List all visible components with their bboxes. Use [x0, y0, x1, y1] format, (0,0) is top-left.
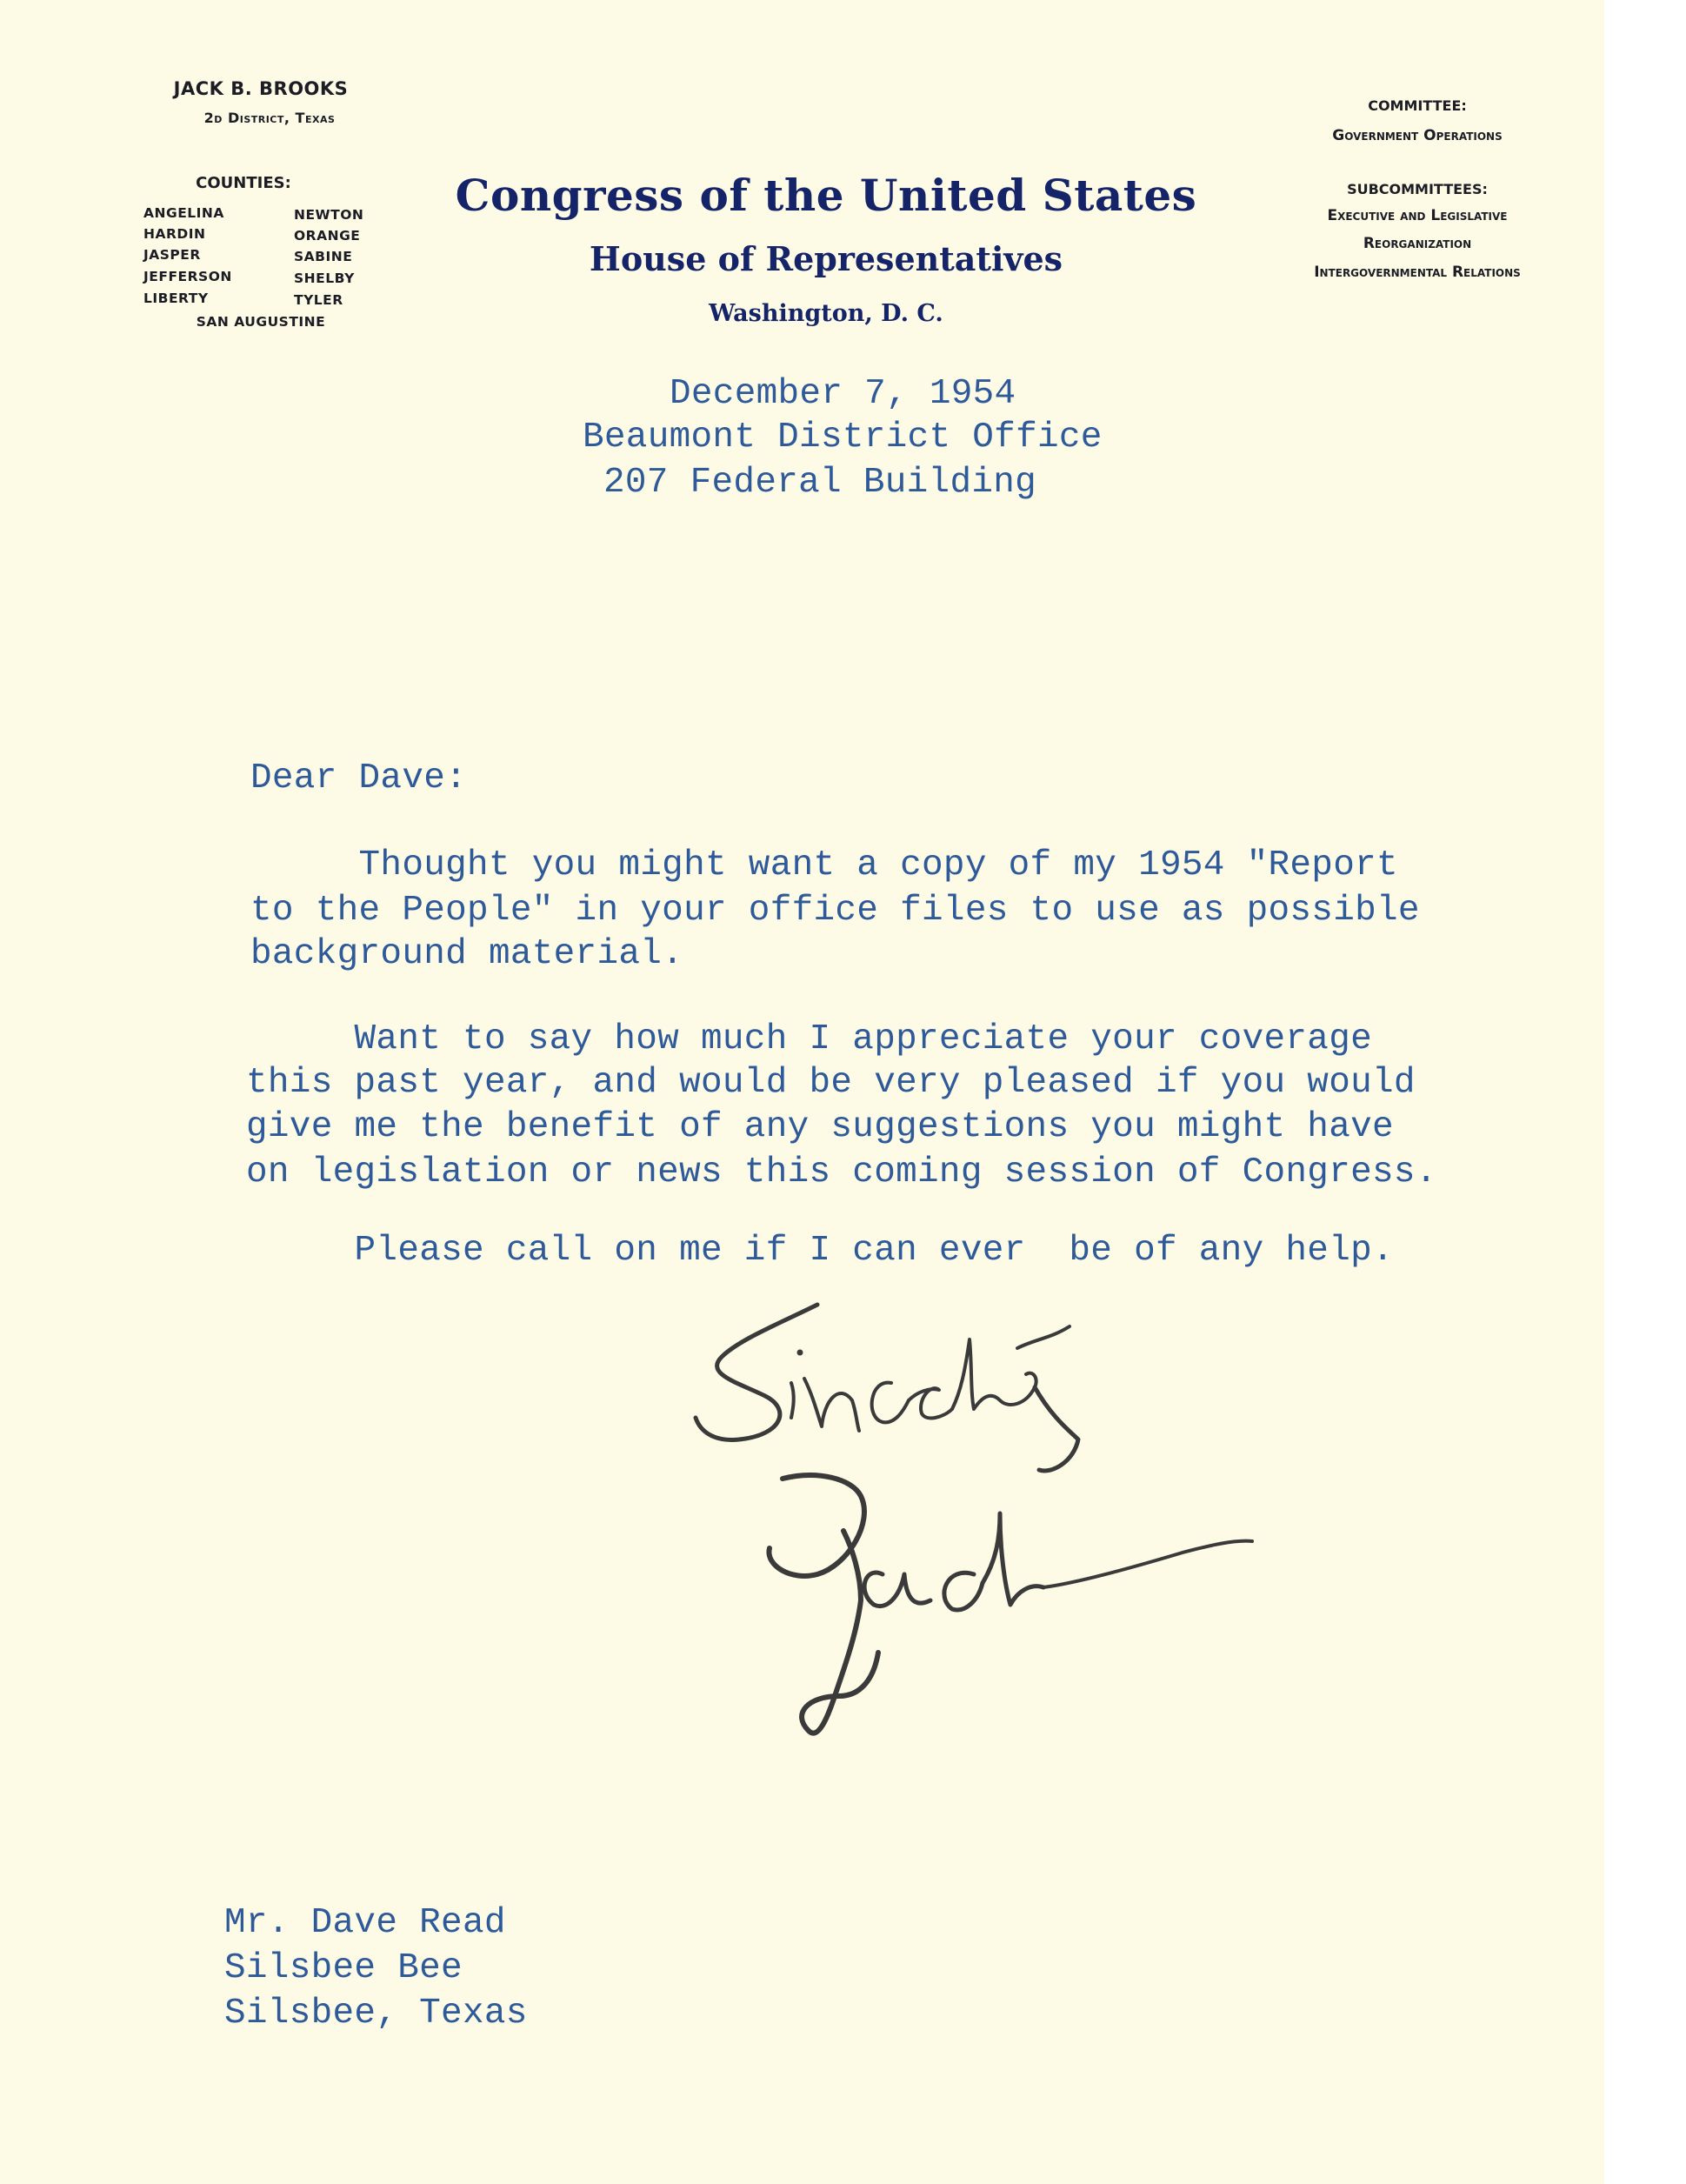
- recipient-line: Mr. Dave Read: [224, 1903, 506, 1943]
- subcommittee-item: Executive and Legislative: [1327, 207, 1508, 224]
- subcommittees-label: SUBCOMMITTEES:: [1347, 181, 1488, 197]
- county: SAN AUGUSTINE: [196, 314, 326, 330]
- body-line: on legislation or news this coming session of Congress.: [246, 1152, 1437, 1192]
- body-line: background material.: [250, 934, 684, 974]
- letterhead-title: Congress of the United States: [455, 170, 1197, 221]
- county: JEFFERSON: [143, 269, 232, 284]
- county: SABINE: [294, 249, 353, 264]
- counties-label: COUNTIES:: [196, 174, 291, 192]
- letterhead-subtitle: House of Representatives: [589, 239, 1063, 278]
- county: LIBERTY: [143, 291, 209, 306]
- body-line: to the People" in your office files to use as possible: [250, 891, 1420, 931]
- county: ORANGE: [294, 228, 361, 244]
- committee-label: COMMITTEE:: [1368, 97, 1467, 114]
- office-line: Beaumont District Office: [583, 417, 1103, 458]
- body-line: Want to say how much I appreciate your coverage: [246, 1019, 1373, 1059]
- office-line: 207 Federal Building: [603, 463, 1037, 503]
- body-line: Thought you might want a copy of my 1954 "Report: [250, 845, 1398, 885]
- county: NEWTON: [294, 207, 364, 223]
- county: ANGELINA: [143, 205, 224, 221]
- salutation: Dear Dave:: [250, 758, 468, 798]
- member-district: 2d District, Texas: [203, 110, 336, 126]
- handwritten-signature: [687, 1287, 1296, 1792]
- recipient-line: Silsbee, Texas: [224, 1994, 528, 2034]
- subcommittee-item: Intergovernmental Relations: [1314, 264, 1521, 281]
- member-name: JACK B. BROOKS: [173, 78, 349, 99]
- letter-date: December 7, 1954: [670, 374, 1016, 414]
- county: JASPER: [143, 247, 201, 263]
- committee-name: Government Operations: [1332, 127, 1503, 144]
- page-margin: [1604, 0, 1686, 2184]
- county: SHELBY: [294, 270, 355, 286]
- body-line: give me the benefit of any suggestions you might have: [246, 1107, 1394, 1147]
- county: HARDIN: [143, 226, 206, 242]
- body-line: this past year, and would be very pleased if you would: [246, 1063, 1416, 1103]
- recipient-line: Silsbee Bee: [224, 1948, 463, 1988]
- county: TYLER: [294, 292, 343, 308]
- letterhead-location: Washington, D. C.: [709, 300, 943, 327]
- body-line: Please call on me if I can ever be of any help.: [246, 1231, 1394, 1271]
- subcommittee-item: Reorganization: [1363, 235, 1472, 252]
